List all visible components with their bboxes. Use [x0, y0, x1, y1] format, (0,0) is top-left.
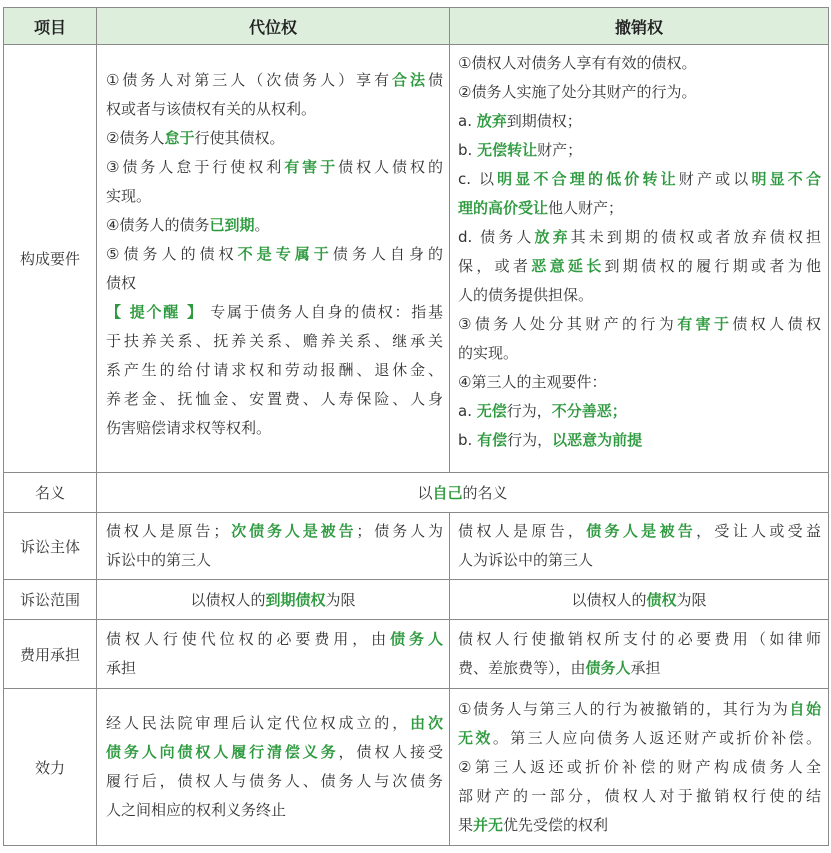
- text-line: 【 提个醒 】 专属于债务人自身的债权：指基: [106, 303, 443, 321]
- text-line: 债权人行使撤销权所支付的必要费用（如律师: [458, 630, 821, 648]
- effect-subrogation: [97, 689, 450, 846]
- row-requirements: [4, 45, 829, 473]
- text-line: ②第三人返还或折价补偿的财产构成债务人全: [458, 757, 821, 776]
- row-costs: [4, 620, 829, 689]
- text-line: 债权人行使代位权的必要费用，由债务人: [106, 630, 443, 648]
- row-name: [4, 473, 829, 513]
- row-scope: [4, 580, 829, 620]
- text-line: d. 债务人放弃其未到期的债权或者放弃债权担: [458, 228, 821, 246]
- costs-subrogation: [97, 620, 450, 689]
- tip-label: 【 提个醒 】: [106, 303, 204, 321]
- row-label-costs: 费用承担: [4, 620, 97, 689]
- costs-revocation: [450, 620, 829, 689]
- text-line: ①债权人对债务人享有有效的债权。: [458, 54, 697, 72]
- text-line: b. 无偿转让财产；: [458, 141, 583, 159]
- text-line: 养老金、抚恤金、安置费、人寿保险、人身: [106, 390, 443, 408]
- text-line: 人的债务提供担保。: [458, 286, 594, 304]
- text-line: a. 无偿行为，不分善恶；: [458, 402, 627, 420]
- text-line: 债务人向债权人履行清偿义务，债权人接受: [106, 743, 443, 761]
- header-revocation: 撤销权: [450, 8, 829, 45]
- text-line: 伤害赔偿请求权等权利。: [106, 419, 272, 437]
- row-label-scope: 诉讼范围: [4, 580, 97, 620]
- text-line: 果并无优先受偿的权利: [458, 815, 609, 834]
- name-value: 以自己的名义: [97, 473, 829, 513]
- effect-revocation: [450, 689, 829, 846]
- text-line: 诉讼中的第三人: [106, 551, 212, 569]
- text-line: ①债务人与第三人的行为被撤销的，其行为为自始: [458, 699, 821, 718]
- litigants-subrogation: [97, 513, 450, 580]
- text-line: 系产生的给付请求权和劳动报酬、退休金、: [106, 361, 443, 379]
- text-line: 理的高价受让他人财产；: [458, 199, 624, 217]
- text-line: 经人民法院审理后认定代位权成立的，由次: [106, 714, 443, 732]
- row-label-effect: 效力: [4, 689, 97, 846]
- text-line: 债权人是原告，债务人是被告，受让人或受益: [458, 522, 821, 540]
- text-line: ④第三人的主观要件：: [458, 373, 607, 391]
- scope-subrogation: 以债权人的到期债权为限: [97, 580, 450, 620]
- text-line: c. 以明显不合理的低价转让财产或以明显不合: [458, 170, 821, 188]
- header-subrogation: 代位权: [97, 8, 450, 45]
- row-litigants: [4, 513, 829, 580]
- text-line: 承担: [106, 659, 137, 677]
- comparison-table: [3, 7, 829, 846]
- text-line: ⑤债务人的债权不是专属于债务人自身的: [106, 245, 443, 263]
- text-line: 于扶养关系、抚养关系、赡养关系、继承关: [106, 332, 443, 350]
- litigants-revocation: [450, 513, 829, 580]
- row-label-name: 名义: [4, 473, 97, 513]
- header-row: [4, 8, 829, 45]
- text-line: ②债务人实施了处分其财产的行为。: [458, 83, 697, 101]
- text-line: 无效。第三人应向债务人返还财产或折价补偿。: [458, 728, 821, 747]
- text-line: a. 放弃到期债权；: [458, 112, 582, 130]
- text-line: ③债务人处分其财产的行为有害于债权人债权: [458, 315, 821, 333]
- text-line: 保，或者恶意延长到期债权的履行期或者为他: [458, 257, 821, 275]
- scope-revocation: 以债权人的债权为限: [450, 580, 829, 620]
- text-line: ①债务人对第三人（次债务人）享有合法债: [106, 71, 443, 89]
- text-line: 实现。: [106, 187, 152, 205]
- row-effect: [4, 689, 829, 846]
- requirements-revocation: [450, 45, 829, 473]
- text-line: 部财产的一部分，债权人对于撤销权行使的结: [458, 786, 821, 805]
- text-line: ③债务人怠于行使权利有害于债权人债权的: [106, 158, 443, 176]
- text-line: ②债务人怠于行使其债权。: [106, 129, 285, 147]
- text-line: 履行后，债权人与债务人、债务人与次债务: [106, 772, 443, 790]
- text-line: b. 有偿行为，以恶意为前提: [458, 431, 643, 449]
- text-line: 的实现。: [458, 344, 519, 362]
- row-label-litigants: 诉讼主体: [4, 513, 97, 580]
- text-line: ④债务人的债务已到期。: [106, 216, 270, 234]
- row-label-requirements: 构成要件: [4, 45, 97, 473]
- text-line: 债权人是原告；次债务人是被告；债务人为: [106, 522, 443, 540]
- text-line: 债权: [106, 274, 137, 292]
- text-line: 权或者与该债权有关的从权利。: [106, 100, 317, 118]
- requirements-subrogation: [97, 45, 450, 473]
- text-line: 人为诉讼中的第三人: [458, 551, 594, 569]
- text-line: 人之间相应的权利义务终止: [106, 801, 287, 819]
- header-item: 项目: [4, 8, 97, 45]
- text-line: 费、差旅费等），由债务人承担: [458, 659, 661, 677]
